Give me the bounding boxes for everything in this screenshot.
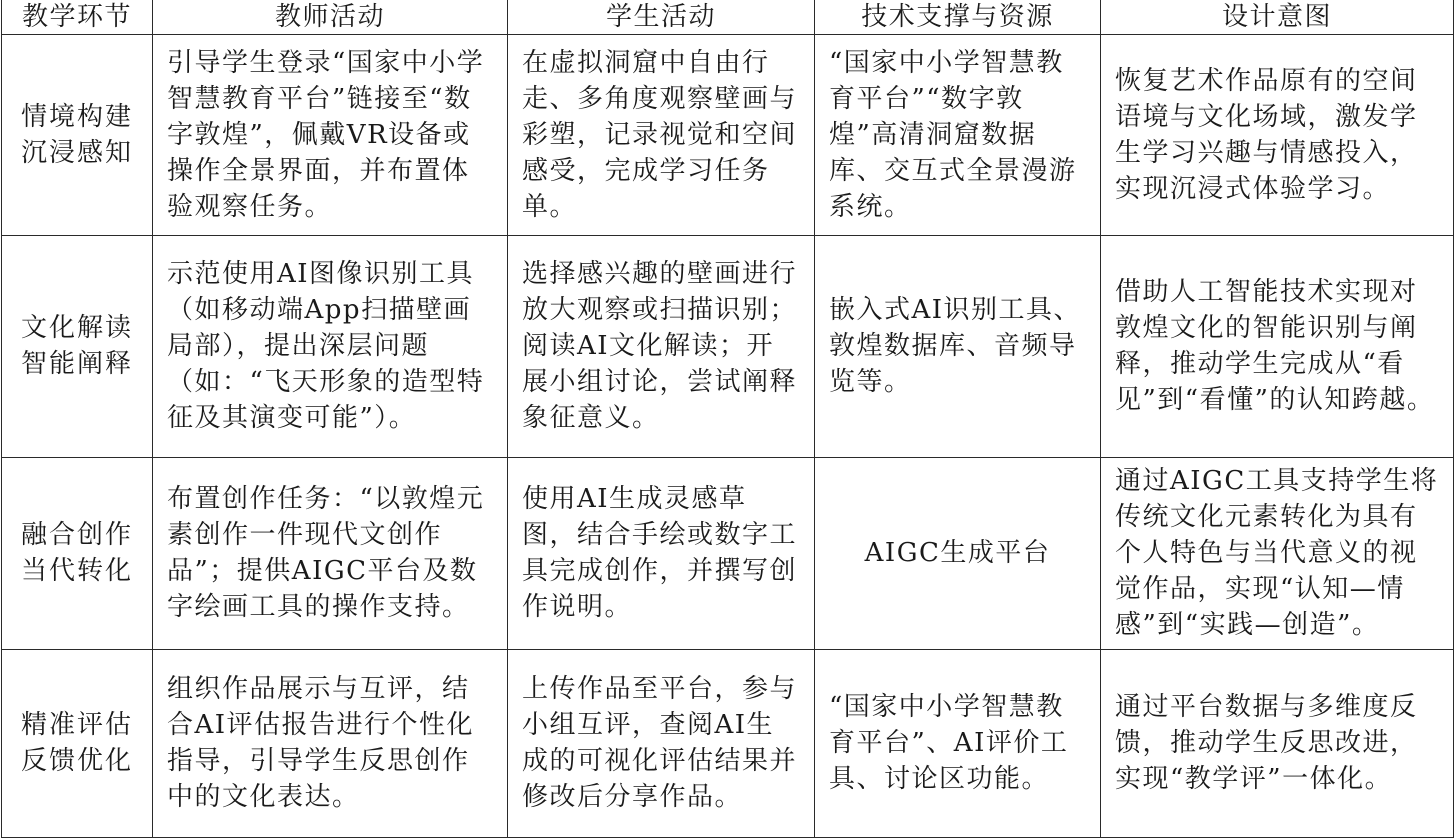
stage-line: 当代转化 — [20, 556, 133, 586]
stage-line: 沉浸感知 — [20, 137, 133, 168]
design-intent-cell: 通过AIGC工具支持学生将传统文化元素转化为具有个人特色与当代意义的视觉作品，实现“认知—情感”到“实践—创造”。 — [1101, 457, 1454, 649]
design-intent-cell: 通过平台数据与多维度反馈，推动学生反思改进，实现“教学评”一体化。 — [1101, 649, 1454, 837]
student-activity-cell: 上传作品至平台，参与小组互评，查阅AI生成的可视化评估结果并修改后分享作品。 — [508, 649, 815, 837]
student-activity-cell: 使用AI生成灵感草图，结合手绘或数字工具完成创作，并撰写创作说明。 — [508, 457, 815, 649]
table-row — [2, 457, 1454, 649]
stage-line: 文化解读 — [20, 313, 133, 343]
resources-cell: 嵌入式AI识别工具、敦煌数据库、音频导览等。 — [815, 235, 1101, 457]
resources-cell: AIGC生成平台 — [815, 457, 1101, 649]
teacher-activity-cell: 引导学生登录“国家中小学智慧教育平台”链接至“数字敦煌”，佩戴VR设备或操作全景界面，并布置体验观察任务。 — [153, 34, 508, 235]
stage-cell — [2, 34, 153, 235]
header-row — [2, 0, 1454, 34]
header-stage: 教学环节 — [2, 0, 153, 34]
header-student-activity: 学生活动 — [508, 0, 815, 34]
stage-cell — [2, 457, 153, 649]
table-header — [2, 0, 1454, 34]
table-row — [2, 235, 1454, 457]
resources-cell: “国家中小学智慧教育平台”、AI评价工具、讨论区功能。 — [815, 649, 1101, 837]
stage-line: 智能阐释 — [20, 349, 133, 379]
header-tech-resources: 技术支撑与资源 — [815, 0, 1101, 34]
teacher-activity-cell: 组织作品展示与互评，结合AI评估报告进行个性化指导，引导学生反思创作中的文化表达。 — [153, 649, 508, 837]
teacher-activity-cell: 示范使用AI图像识别工具（如移动端App扫描壁画局部），提出深层问题（如：“飞天形象的造型特征及其演变可能”）。 — [153, 235, 508, 457]
teaching-design-table — [1, 0, 1454, 838]
table-body — [2, 34, 1454, 837]
stage-cell — [2, 235, 153, 457]
stage-line: 反馈优化 — [20, 746, 133, 776]
stage-line: 融合创作 — [20, 520, 133, 550]
teacher-activity-cell: 布置创作任务：“以敦煌元素创作一件现代文创作品”；提供AIGC平台及数字绘画工具的操作支持。 — [153, 457, 508, 649]
header-design-intent: 设计意图 — [1101, 0, 1454, 34]
student-activity-cell: 选择感兴趣的壁画进行放大观察或扫描识别；阅读AI文化解读；开展小组讨论，尝试阐释象征意义。 — [508, 235, 815, 457]
student-activity-cell: 在虚拟洞窟中自由行走、多角度观察壁画与彩塑，记录视觉和空间感受，完成学习任务单。 — [508, 34, 815, 235]
stage-line: 精准评估 — [20, 710, 133, 740]
stage-line: 情境构建 — [20, 101, 133, 132]
resources-cell: “国家中小学智慧教育平台”“数字敦煌”高清洞窟数据库、交互式全景漫游系统。 — [815, 34, 1101, 235]
design-intent-cell: 恢复艺术作品原有的空间语境与文化场域，激发学生学习兴趣与情感投入，实现沉浸式体验学习。 — [1101, 34, 1454, 235]
header-teacher-activity: 教师活动 — [153, 0, 508, 34]
table-row — [2, 649, 1454, 837]
stage-cell — [2, 649, 153, 837]
design-intent-cell: 借助人工智能技术实现对敦煌文化的智能识别与阐释，推动学生完成从“看见”到“看懂”的认知跨越。 — [1101, 235, 1454, 457]
table-row — [2, 34, 1454, 235]
